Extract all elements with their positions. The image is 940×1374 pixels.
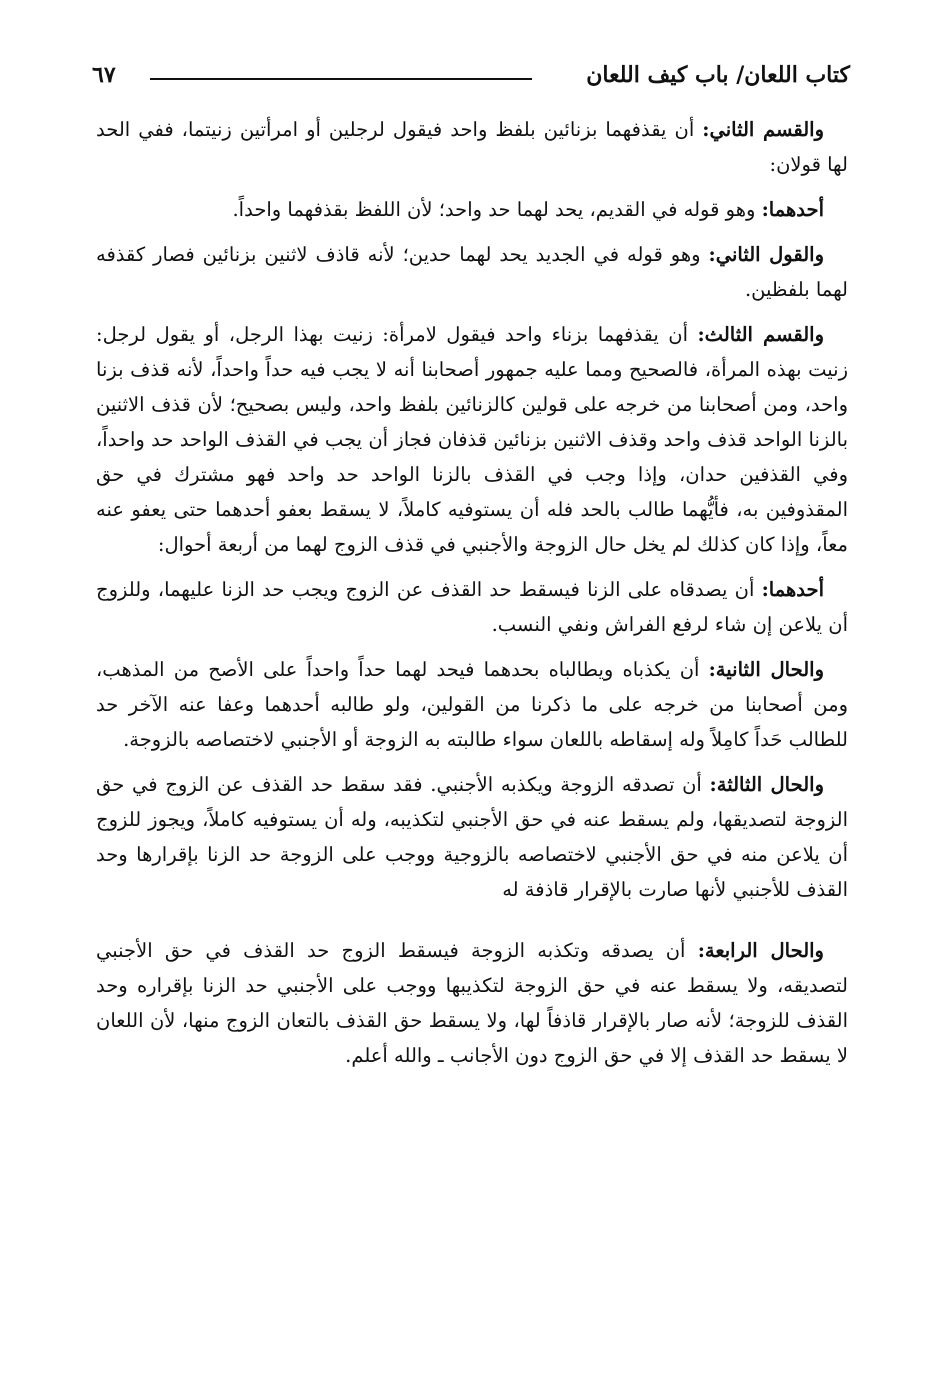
paragraph: [96, 933, 848, 1073]
paragraph: [96, 572, 848, 642]
paragraph: [96, 237, 848, 307]
paragraph-text: أن يكذباه ويطالباه بحدهما فيحد لهما حداً واحداً على الأصح من المذهب، ومن أصحابنا من خرجه على ما ذكرنا من القولين، ولو طالبه أحدهما وعفا عنه الآخر حد للطالب حَداً كامِلاً وله إسقاطه باللعان سواء طالبته به الزوجة أو الأجنبي لاختصاصه بالزوجة.: [96, 658, 848, 751]
paragraph-lead: أحدهما:: [761, 578, 824, 601]
paragraph-lead: والحال الثانية:: [708, 658, 824, 681]
paragraph-lead: والقسم الثاني:: [702, 118, 824, 141]
paragraph-lead: والحال الثالثة:: [709, 773, 824, 796]
paragraph: [96, 192, 848, 227]
paragraph: [96, 317, 848, 562]
paragraph-text: أن يصدقه وتكذبه الزوجة فيسقط الزوج حد القذف في حق الأجنبي لتصديقه، ولا يسقط عنه في حق الزوجة لتكذيبها ووجب على الأجنبي حد الزنا بإقراره وحد القذف للزوجة؛ لأنه صار بالإقرار قاذفاً لها، ولا يسقط حق القذف بالتعان الزوج منها، لأن اللعان لا يسقط حد القذف إلا في حق الزوج دون الأجانب ـ والله أعلم.: [96, 939, 848, 1067]
paragraph-lead: والحال الرابعة:: [697, 939, 824, 962]
paragraph: [96, 112, 848, 182]
header-rule: [150, 78, 532, 80]
paragraph-text: أن تصدقه الزوجة ويكذبه الأجنبي. فقد سقط حد القذف عن الزوج في حق الزوجة لتصديقها، ولم يسقط عنه في حق الأجنبي لتكذيبه، وله أن يستوفيه كاملاً، ويجوز للزوج أن يلاعن منه في حق الأجنبي لاختصاصه بالزوجية ووجب على الزوجة حد الزنا بإقرارها وحد القذف للأجنبي لأنها صارت بالإقرار قاذفة له: [96, 773, 848, 901]
page-body: [96, 112, 848, 1083]
paragraph-text: أن يقذفهما بزنائين بلفظ واحد فيقول لرجلين أو امرأتين زنيتما، ففي الحد لها قولان:: [96, 118, 848, 176]
paragraph: [96, 767, 848, 907]
page-number: ٦٧: [92, 62, 116, 88]
paragraph-text: أن يصدقاه على الزنا فيسقط حد القذف عن الزوج ويجب حد الزنا عليهما، وللزوج أن يلاعن إن شاء لرفع الفراش ونفي النسب.: [96, 578, 848, 636]
paragraph-lead: والقسم الثالث:: [697, 323, 824, 346]
paragraph-lead: أحدهما:: [761, 198, 824, 221]
paragraph-text: وهو قوله في القديم، يحد لهما حد واحد؛ لأن اللفظ بقذفهما واحداً.: [232, 198, 762, 221]
paragraph-lead: والقول الثاني:: [708, 243, 825, 266]
running-title: كتاب اللعان/ باب كيف اللعان: [586, 62, 850, 88]
paragraph-text: وهو قوله في الجديد يحد لهما حدين؛ لأنه قاذف لاثنين بزنائين فصار كقذفه لهما بلفظين.: [96, 243, 848, 301]
paragraph-text: أن يقذفهما بزناء واحد فيقول لامرأة: زنيت بهذا الرجل، أو يقول لرجل: زنيت بهذه المرأة، فالصحيح ومما عليه جمهور أصحابنا أنه لا يجب فيه حداً واحداً، لأنه قذف بزنا واحد، ومن أصحابنا من خرجه على قولين كالزنائين بلفظ واحد، وليس بصحيح؛ لأن قذف الاثنين بالزنا الواحد قذف واحد وقذف الاثنين بزنائين قذفان فجاز أن يجب في القذف الواحد حد واحداً، وفي القذفين حدان، وإذا وجب في القذف بالزنا الواحد حد واحد فهو مشترك في حق المقذوفين به، فأيُّهما طالب بالحد فله أن يستوفيه كاملاً، لا يسقط بعفو أحدهما حتى يعفو عنه معاً، وإذا كان كذلك لم يخل حال الزوجة والأجنبي في قذف الزوج لهما من أربعة أحوال:: [96, 323, 848, 556]
page-header: [92, 62, 850, 102]
paragraph: [96, 652, 848, 757]
